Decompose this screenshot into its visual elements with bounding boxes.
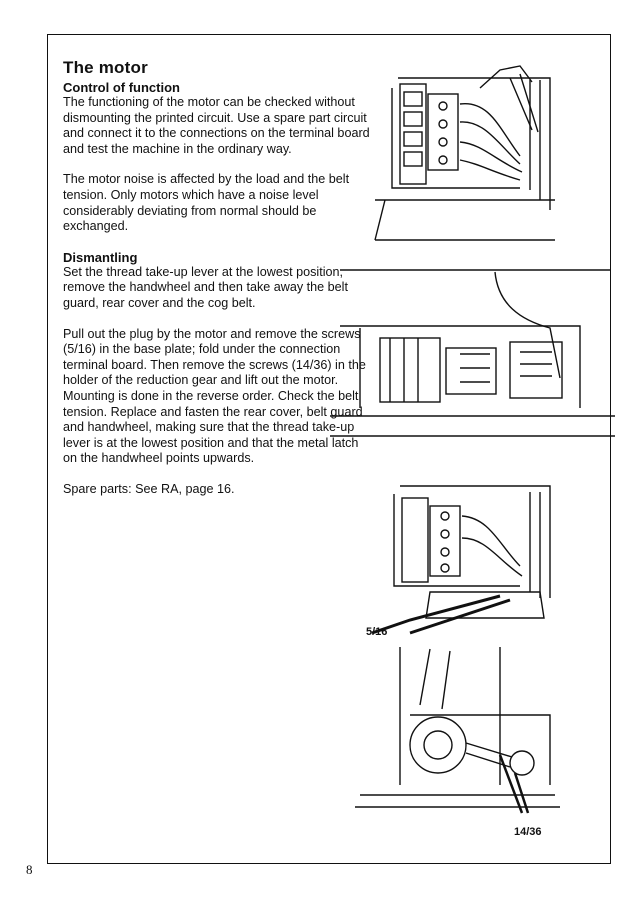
paragraph-spare-parts: Spare parts: See RA, page 16. [63,481,235,496]
figure-terminal-board [370,60,560,242]
page-number: 8 [26,862,33,877]
paragraph-dismantling-1: Set the thread take-up lever at the lowest position, remove the handwheel and then take away the belt guard, rear cover and the cog belt. [63,264,348,310]
paragraph-control-2: The motor noise is affected by the load and the belt tension. Only motors which have a noise level considerably deviating from normal should be exchanged. [63,172,350,234]
label-screws-14-36: 14/36 [514,826,542,838]
figure-motor-side [320,268,620,448]
paragraph-dismantling-2: Pull out the plug by the motor and remove the screws (5/16) in the base plate; fold under the connection terminal board. Then remove the screws (14/36) in the holder of the reduction gear and lift out the motor. Mounting is done in the reverse order. Check the belt tension. Replace and fasten the rear cover, belt guard and handwheel, making sure that the thread take-up lever is at the lowest position and that the metal latch on the handwheel points upwards. [63,326,366,466]
figure-reduction-gear [350,645,570,825]
figure-baseplate-screws [370,468,560,638]
paragraph-control-1: The functioning of the motor can be checked without dismounting the printed circuit. Use a spare part circuit and connect it to the connections on the terminal board and test the machine in the ordinary way. [63,95,370,156]
page-title: The motor [63,58,148,77]
heading-control-of-function: Control of function [63,80,180,95]
label-screws-5-16: 5/16 [366,626,388,638]
heading-dismantling: Dismantling [63,249,138,265]
